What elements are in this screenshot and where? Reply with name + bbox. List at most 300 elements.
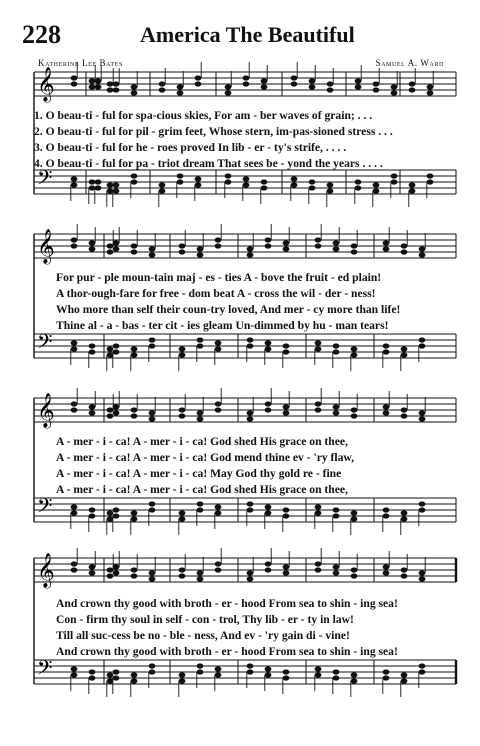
notehead bbox=[195, 182, 202, 187]
notehead bbox=[327, 87, 334, 92]
notehead bbox=[71, 504, 78, 509]
notehead bbox=[243, 75, 250, 80]
notehead bbox=[95, 78, 102, 83]
notehead bbox=[89, 349, 96, 354]
notehead bbox=[179, 510, 186, 515]
notehead bbox=[391, 179, 398, 184]
lyrics-system-2 bbox=[56, 270, 448, 334]
notehead bbox=[283, 246, 290, 251]
notehead bbox=[113, 507, 120, 512]
notehead bbox=[401, 243, 408, 248]
notehead bbox=[215, 346, 222, 351]
notehead bbox=[315, 346, 322, 351]
notehead bbox=[113, 343, 120, 348]
notehead bbox=[215, 567, 222, 572]
notehead bbox=[197, 246, 204, 251]
notehead bbox=[177, 90, 184, 95]
notehead bbox=[95, 84, 102, 89]
notehead bbox=[265, 407, 272, 412]
notehead bbox=[419, 337, 426, 342]
notehead bbox=[419, 501, 426, 506]
notehead bbox=[179, 516, 186, 521]
notehead bbox=[131, 179, 138, 184]
notehead bbox=[113, 81, 120, 86]
notehead bbox=[131, 573, 138, 578]
notehead bbox=[265, 340, 272, 345]
notehead bbox=[113, 675, 120, 680]
lyric-line: And crown thy good with broth - er - hood From sea to shin - ing sea! bbox=[56, 645, 398, 658]
notehead bbox=[315, 561, 322, 566]
notehead bbox=[283, 240, 290, 245]
notehead bbox=[107, 87, 114, 92]
notehead bbox=[419, 570, 426, 575]
notehead bbox=[71, 237, 78, 242]
notehead bbox=[197, 337, 204, 342]
lyric-line: A - mer - i - ca! A - mer - i - ca! God shed His grace on thee, bbox=[56, 435, 348, 448]
notehead bbox=[131, 243, 138, 248]
notehead bbox=[265, 346, 272, 351]
notehead bbox=[89, 507, 96, 512]
lyric-line: For pur - ple moun-tain maj - es - ties A - bove the fruit - ed plain! bbox=[56, 271, 382, 284]
treble-clef-icon: 𝄞 bbox=[37, 67, 55, 102]
notehead bbox=[197, 416, 204, 421]
notehead bbox=[419, 343, 426, 348]
notehead bbox=[71, 243, 78, 248]
notehead bbox=[315, 504, 322, 509]
notehead bbox=[373, 188, 380, 193]
notehead bbox=[215, 504, 222, 509]
notehead bbox=[383, 343, 390, 348]
notehead bbox=[113, 669, 120, 674]
notehead bbox=[113, 349, 120, 354]
notehead bbox=[197, 669, 204, 674]
notehead bbox=[89, 564, 96, 569]
notehead bbox=[315, 340, 322, 345]
notehead bbox=[419, 663, 426, 668]
notehead bbox=[71, 340, 78, 345]
notehead bbox=[71, 666, 78, 671]
notehead bbox=[131, 352, 138, 357]
notehead bbox=[383, 404, 390, 409]
notehead bbox=[265, 561, 272, 566]
lyric-line: Who more than self their coun-try loved, And mer - cy more than life! bbox=[56, 303, 401, 316]
bass-staff bbox=[34, 660, 456, 684]
notehead bbox=[131, 413, 138, 418]
notehead bbox=[315, 510, 322, 515]
notehead bbox=[177, 84, 184, 89]
notehead bbox=[427, 173, 434, 178]
notehead bbox=[351, 516, 358, 521]
lyric-line: And crown thy good with broth - er - hood From sea to shin - ing sea! bbox=[56, 597, 398, 610]
notehead bbox=[107, 81, 114, 86]
notehead bbox=[315, 666, 322, 671]
notehead bbox=[247, 410, 254, 415]
notehead bbox=[71, 510, 78, 515]
notehead bbox=[197, 663, 204, 668]
notehead bbox=[95, 179, 102, 184]
notehead bbox=[283, 669, 290, 674]
notehead bbox=[131, 346, 138, 351]
notehead bbox=[71, 407, 78, 412]
notehead bbox=[215, 666, 222, 671]
notehead bbox=[107, 346, 114, 351]
bass-clef-icon: 𝄢 bbox=[37, 166, 53, 194]
notehead bbox=[373, 182, 380, 187]
notehead bbox=[383, 240, 390, 245]
notehead bbox=[159, 188, 166, 193]
notehead bbox=[315, 567, 322, 572]
notehead bbox=[419, 410, 426, 415]
notehead bbox=[409, 87, 416, 92]
notehead bbox=[373, 87, 380, 92]
notehead bbox=[195, 176, 202, 181]
notehead bbox=[315, 237, 322, 242]
notehead bbox=[179, 346, 186, 351]
notehead bbox=[265, 237, 272, 242]
notehead bbox=[89, 240, 96, 245]
notehead bbox=[327, 182, 334, 187]
notehead bbox=[197, 343, 204, 348]
notehead bbox=[401, 352, 408, 357]
notehead bbox=[355, 185, 362, 190]
notehead bbox=[71, 176, 78, 181]
notehead bbox=[179, 672, 186, 677]
notehead bbox=[419, 507, 426, 512]
notehead bbox=[351, 249, 358, 254]
notehead bbox=[131, 678, 138, 683]
notehead bbox=[351, 407, 358, 412]
notehead bbox=[113, 246, 120, 251]
notehead bbox=[197, 501, 204, 506]
treble-clef-icon: 𝄞 bbox=[37, 393, 55, 428]
notehead bbox=[401, 573, 408, 578]
bass-staff bbox=[34, 334, 456, 358]
bass-clef-icon: 𝄢 bbox=[37, 330, 53, 358]
notehead bbox=[373, 81, 380, 86]
lyric-line: Thine al - a - bas - ter cit - ies gleam Un-dimmed by hu - man tears! bbox=[56, 319, 389, 332]
notehead bbox=[333, 669, 340, 674]
notehead bbox=[351, 510, 358, 515]
notehead bbox=[131, 249, 138, 254]
notehead bbox=[149, 252, 156, 257]
notehead bbox=[179, 249, 186, 254]
notehead bbox=[149, 501, 156, 506]
notehead bbox=[265, 510, 272, 515]
notehead bbox=[315, 243, 322, 248]
notehead bbox=[333, 404, 340, 409]
notehead bbox=[401, 249, 408, 254]
notehead bbox=[333, 410, 340, 415]
notehead bbox=[247, 337, 254, 342]
notehead bbox=[215, 561, 222, 566]
notehead bbox=[351, 672, 358, 677]
notehead bbox=[89, 343, 96, 348]
notehead bbox=[327, 81, 334, 86]
notehead bbox=[195, 75, 202, 80]
notehead bbox=[283, 349, 290, 354]
notehead bbox=[351, 567, 358, 572]
lyric-line: A - mer - i - ca! A - mer - i - ca! God shed His grace on thee, bbox=[56, 483, 348, 496]
notehead bbox=[333, 675, 340, 680]
notehead bbox=[131, 407, 138, 412]
notehead bbox=[333, 507, 340, 512]
notehead bbox=[159, 81, 166, 86]
notehead bbox=[113, 513, 120, 518]
notehead bbox=[401, 567, 408, 572]
notehead bbox=[401, 678, 408, 683]
notehead bbox=[247, 663, 254, 668]
notehead bbox=[71, 346, 78, 351]
notehead bbox=[89, 570, 96, 575]
notehead bbox=[265, 672, 272, 677]
notehead bbox=[149, 663, 156, 668]
notehead bbox=[149, 416, 156, 421]
notehead bbox=[265, 567, 272, 572]
notehead bbox=[291, 75, 298, 80]
notehead bbox=[113, 240, 120, 245]
notehead bbox=[149, 246, 156, 251]
treble-staff bbox=[34, 558, 456, 582]
notehead bbox=[179, 678, 186, 683]
notehead bbox=[383, 675, 390, 680]
notehead bbox=[71, 672, 78, 677]
notehead bbox=[315, 672, 322, 677]
lyric-line: 4. O beau-ti - ful for pa - triot dream That sees be - yond the years . . . . bbox=[34, 157, 383, 170]
notehead bbox=[383, 570, 390, 575]
notehead bbox=[89, 410, 96, 415]
notehead bbox=[113, 564, 120, 569]
notehead bbox=[159, 182, 166, 187]
notehead bbox=[351, 346, 358, 351]
notehead bbox=[265, 243, 272, 248]
notehead bbox=[283, 513, 290, 518]
notehead bbox=[309, 78, 316, 83]
notehead bbox=[225, 173, 232, 178]
notehead bbox=[427, 179, 434, 184]
notehead bbox=[215, 340, 222, 345]
notehead bbox=[383, 513, 390, 518]
notehead bbox=[149, 570, 156, 575]
notehead bbox=[261, 185, 268, 190]
notehead bbox=[195, 81, 202, 86]
lyric-line: A thor-ough-fare for free - dom beat A - cross the wil - der - ness! bbox=[56, 287, 376, 300]
notehead bbox=[401, 516, 408, 521]
notehead bbox=[107, 413, 114, 418]
notehead bbox=[333, 570, 340, 575]
notehead bbox=[309, 84, 316, 89]
notehead bbox=[131, 567, 138, 572]
notehead bbox=[327, 188, 334, 193]
notehead bbox=[391, 90, 398, 95]
notehead bbox=[177, 173, 184, 178]
hymn-title: America The Beautiful bbox=[140, 22, 355, 47]
notehead bbox=[71, 561, 78, 566]
notehead bbox=[131, 510, 138, 515]
notehead bbox=[265, 504, 272, 509]
notehead bbox=[243, 81, 250, 86]
notehead bbox=[333, 240, 340, 245]
notehead bbox=[131, 90, 138, 95]
notehead bbox=[283, 570, 290, 575]
notehead bbox=[71, 182, 78, 187]
notehead bbox=[177, 179, 184, 184]
notehead bbox=[309, 179, 316, 184]
notehead bbox=[89, 246, 96, 251]
notehead bbox=[401, 510, 408, 515]
notehead bbox=[409, 188, 416, 193]
notehead bbox=[419, 246, 426, 251]
lyricist-credit: Katherine Lee Bates bbox=[38, 58, 123, 68]
notehead bbox=[225, 84, 232, 89]
notehead bbox=[315, 401, 322, 406]
notehead bbox=[247, 246, 254, 251]
notehead bbox=[383, 410, 390, 415]
notehead bbox=[391, 84, 398, 89]
notehead bbox=[427, 84, 434, 89]
notehead bbox=[107, 182, 114, 187]
bass-clef-icon: 𝄢 bbox=[37, 656, 53, 684]
treble-clef-icon: 𝄞 bbox=[37, 229, 55, 264]
notehead bbox=[333, 246, 340, 251]
notehead bbox=[409, 182, 416, 187]
notehead bbox=[113, 182, 120, 187]
lyric-line: A - mer - i - ca! A - mer - i - ca! May God thy gold re - fine bbox=[56, 467, 342, 480]
notehead bbox=[351, 352, 358, 357]
notehead bbox=[333, 513, 340, 518]
notehead bbox=[131, 516, 138, 521]
lyric-line: A - mer - i - ca! A - mer - i - ca! God mend thine ev - 'ry flaw, bbox=[56, 451, 355, 464]
notehead bbox=[179, 407, 186, 412]
notehead bbox=[179, 567, 186, 572]
treble-staff bbox=[34, 398, 456, 422]
lyrics-system-4 bbox=[56, 596, 448, 660]
notehead bbox=[197, 576, 204, 581]
notehead bbox=[215, 401, 222, 406]
notehead bbox=[283, 404, 290, 409]
notehead bbox=[131, 672, 138, 677]
bass-clef-icon: 𝄢 bbox=[37, 494, 53, 522]
notehead bbox=[179, 413, 186, 418]
notehead bbox=[215, 237, 222, 242]
lyric-line: Con - firm thy soul in self - con - trol, Thy lib - er - ty in law! bbox=[56, 613, 354, 626]
notehead bbox=[149, 507, 156, 512]
notehead bbox=[215, 672, 222, 677]
notehead bbox=[107, 243, 114, 248]
notehead bbox=[179, 352, 186, 357]
notehead bbox=[107, 510, 114, 515]
notehead bbox=[247, 416, 254, 421]
notehead bbox=[351, 243, 358, 248]
notehead bbox=[419, 416, 426, 421]
notehead bbox=[383, 349, 390, 354]
notehead bbox=[383, 246, 390, 251]
notehead bbox=[159, 87, 166, 92]
notehead bbox=[383, 669, 390, 674]
notehead bbox=[247, 343, 254, 348]
lyrics-system-1 bbox=[34, 108, 454, 172]
notehead bbox=[401, 407, 408, 412]
notehead bbox=[71, 567, 78, 572]
notehead bbox=[401, 413, 408, 418]
notehead bbox=[291, 176, 298, 181]
notehead bbox=[107, 672, 114, 677]
notehead bbox=[113, 570, 120, 575]
notehead bbox=[89, 669, 96, 674]
notehead bbox=[333, 349, 340, 354]
notehead bbox=[131, 84, 138, 89]
lyric-line: 3. O beau-ti - ful for he - roes proved In lib - er - ty's strife, . . . . bbox=[34, 141, 347, 154]
notehead bbox=[333, 564, 340, 569]
notehead bbox=[197, 570, 204, 575]
notehead bbox=[197, 410, 204, 415]
notehead bbox=[179, 243, 186, 248]
notehead bbox=[89, 675, 96, 680]
notehead bbox=[401, 672, 408, 677]
bass-staff bbox=[34, 498, 456, 522]
notehead bbox=[247, 252, 254, 257]
notehead bbox=[225, 179, 232, 184]
notehead bbox=[265, 401, 272, 406]
notehead bbox=[401, 346, 408, 351]
notehead bbox=[107, 407, 114, 412]
notehead bbox=[283, 410, 290, 415]
notehead bbox=[427, 90, 434, 95]
notehead bbox=[419, 252, 426, 257]
treble-staff bbox=[34, 234, 456, 258]
notehead bbox=[333, 343, 340, 348]
notehead bbox=[131, 173, 138, 178]
notehead bbox=[291, 182, 298, 187]
notehead bbox=[383, 507, 390, 512]
notehead bbox=[113, 404, 120, 409]
notehead bbox=[247, 669, 254, 674]
notehead bbox=[89, 404, 96, 409]
notehead bbox=[391, 173, 398, 178]
treble-clef-icon: 𝄞 bbox=[37, 553, 55, 588]
notehead bbox=[247, 507, 254, 512]
notehead bbox=[351, 413, 358, 418]
notehead bbox=[243, 182, 250, 187]
notehead bbox=[419, 669, 426, 674]
notehead bbox=[71, 81, 78, 86]
composer-credit: Samuel A. Ward bbox=[375, 58, 444, 68]
hymn-number: 228 bbox=[22, 20, 61, 49]
notehead bbox=[89, 179, 96, 184]
notehead bbox=[107, 249, 114, 254]
notehead bbox=[149, 343, 156, 348]
notehead bbox=[197, 507, 204, 512]
notehead bbox=[351, 678, 358, 683]
notehead bbox=[283, 343, 290, 348]
notehead bbox=[71, 75, 78, 80]
lyrics-system-3 bbox=[56, 434, 448, 498]
lyric-line: 2. O beau-ti - ful for pil - grim feet, Whose stern, im-pas-sioned stress . . . bbox=[34, 125, 393, 138]
notehead bbox=[247, 570, 254, 575]
notehead bbox=[247, 501, 254, 506]
notehead bbox=[309, 185, 316, 190]
notehead bbox=[261, 179, 268, 184]
notehead bbox=[89, 513, 96, 518]
notehead bbox=[355, 78, 362, 83]
lyric-line: 1. O beau-ti - ful for spa-cious skies, For am - ber waves of grain; . . . bbox=[34, 109, 373, 122]
notehead bbox=[315, 407, 322, 412]
notehead bbox=[247, 576, 254, 581]
notehead bbox=[355, 84, 362, 89]
notehead bbox=[107, 573, 114, 578]
notehead bbox=[351, 573, 358, 578]
notehead bbox=[215, 407, 222, 412]
notehead bbox=[243, 176, 250, 181]
